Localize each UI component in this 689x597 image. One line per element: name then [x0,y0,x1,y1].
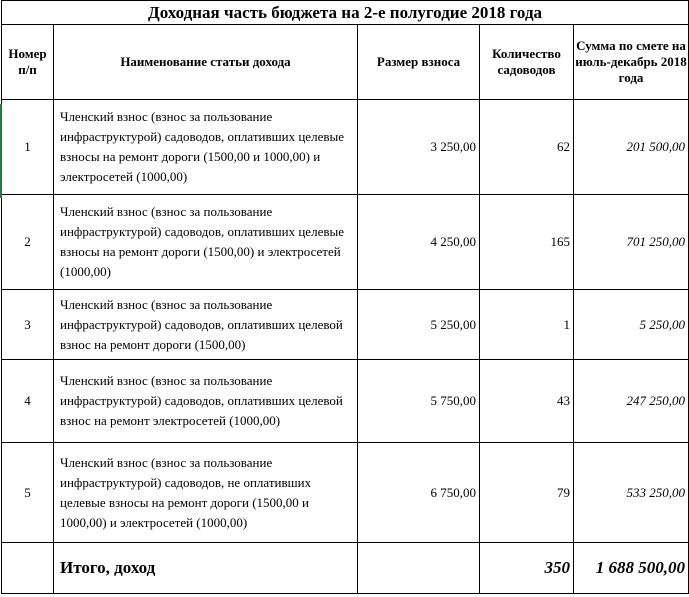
table-title: Доходная часть бюджета на 2-е полугодие 2018 года [2,1,689,25]
total-count: 350 [480,543,574,594]
row-fee: 4 250,00 [358,195,480,290]
row-count: 43 [480,360,574,443]
total-sum: 1 688 500,00 [574,543,689,594]
table-row [2,360,689,443]
row-fee: 5 750,00 [358,360,480,443]
table-row [2,195,689,290]
row-fee: 6 750,00 [358,443,480,543]
table-row [2,100,689,195]
row-sum: 533 250,00 [574,443,689,543]
row-count: 62 [480,100,574,195]
total-label: Итого, доход [54,543,358,594]
total-row [2,543,689,594]
header-row [2,25,689,100]
header-count: Количество садоводов [480,25,574,100]
row-fee: 5 250,00 [358,290,480,360]
row-count: 165 [480,195,574,290]
header-name: Наименование статьи дохода [54,25,358,100]
selected-cell-marker [0,104,2,198]
row-number: 1 [2,100,54,195]
row-number: 2 [2,195,54,290]
row-sum: 701 250,00 [574,195,689,290]
row-count: 1 [480,290,574,360]
row-name: Членский взнос (взнос за пользование инфраструктурой) садоводов, оплативших целевой взнос на ремонт дороги (1500,00) [54,290,358,360]
budget-table [1,0,689,594]
row-sum: 201 500,00 [574,100,689,195]
row-number: 5 [2,443,54,543]
table-row [2,443,689,543]
header-number: Номер п/п [2,25,54,100]
row-name: Членский взнос (взнос за пользование инфраструктурой) садоводов, оплативших целевой взнос на ремонт электросетей (1000,00) [54,360,358,443]
row-count: 79 [480,443,574,543]
table-row [2,290,689,360]
title-row [2,1,689,25]
header-fee: Размер взноса [358,25,480,100]
row-sum: 247 250,00 [574,360,689,443]
total-number-empty [2,543,54,594]
row-name: Членский взнос (взнос за пользование инфраструктурой) садоводов, не оплативших целевые взносы на ремонт дороги (1500,00 и 1000,00) и электросетей (1000,00) [54,443,358,543]
row-name: Членский взнос (взнос за пользование инфраструктурой) садоводов, оплативших целевые взносы на ремонт дороги (1500,00 и 1000,00) и электросетей (1000,00) [54,100,358,195]
row-number: 3 [2,290,54,360]
header-sum: Сумма по смете на июль-декабрь 2018 года [574,25,689,100]
row-name: Членский взнос (взнос за пользование инфраструктурой) садоводов, оплативших целевые взносы на ремонт дороги (1500,00) и электросетей (1000,00) [54,195,358,290]
row-number: 4 [2,360,54,443]
row-sum: 5 250,00 [574,290,689,360]
row-fee: 3 250,00 [358,100,480,195]
total-fee-empty [358,543,480,594]
